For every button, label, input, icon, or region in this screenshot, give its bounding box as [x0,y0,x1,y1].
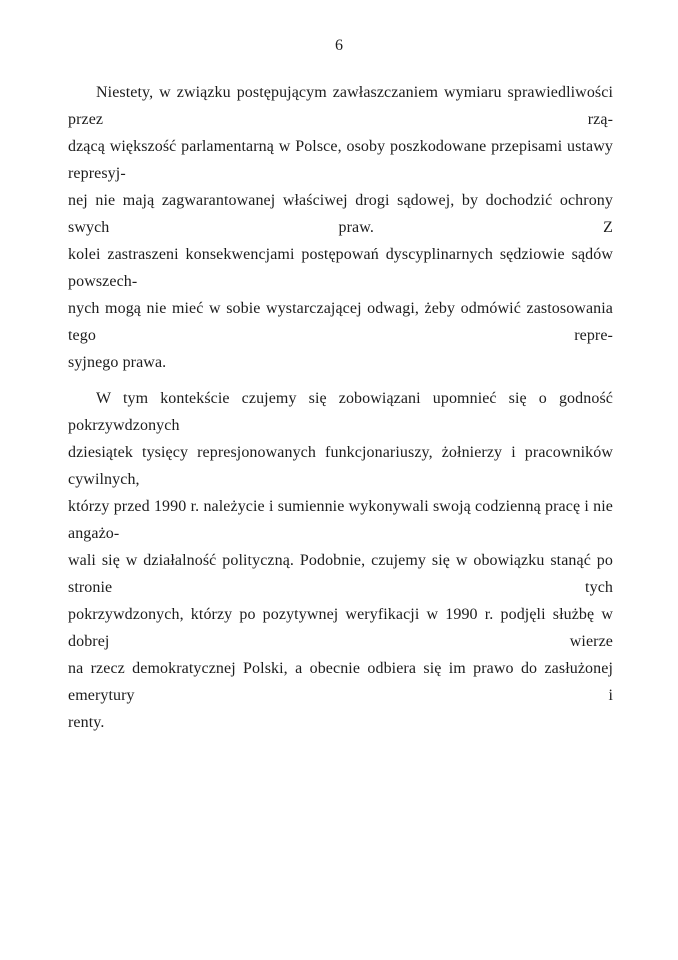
page-number: 6 [335,37,343,54]
paragraph-2 [68,385,613,736]
paragraph-1 [68,79,613,376]
text-line: wali się w działalność polityczną. Podobnie, czujemy się w obowiązku stanąć po stronie tych [68,552,613,596]
body-text [68,79,613,736]
text-line: syjnego prawa. [68,354,167,371]
text-line: na rzecz demokratycznej Polski, a obecnie odbiera się im prawo do zasłużonej emerytury i [68,660,613,704]
text-line: renty. [68,714,105,731]
text-line: Niestety, w związku postępującym zawłaszczaniem wymiaru sprawiedliwości przez rzą- [68,84,613,128]
text-line: nych mogą nie mieć w sobie wystarczającej odwagi, żeby odmówić zastosowania tego repre- [68,300,613,344]
text-line: W tym kontekście czujemy się zobowiązani upomnieć się o godność pokrzywdzonych [68,390,613,434]
text-line: którzy przed 1990 r. należycie i sumiennie wykonywali swoją codzienną pracę i nie angażo- [68,498,613,542]
text-line: nej nie mają zagwarantowanej właściwej drogi sądowej, by dochodzić ochrony swych praw. Z [68,192,613,236]
text-line: pokrzywdzonych, którzy po pozytywnej weryfikacji w 1990 r. podjęli służbę w dobrej wierze [68,606,613,650]
text-line: dzącą większość parlamentarną w Polsce, osoby poszkodowane przepisami ustawy represyj- [68,138,613,182]
text-line: dziesiątek tysięcy represjonowanych funkcjonariuszy, żołnierzy i pracowników cywilnych, [68,444,613,488]
text-line: kolei zastraszeni konsekwencjami postępowań dyscyplinarnych sędziowie sądów powszech- [68,246,613,290]
